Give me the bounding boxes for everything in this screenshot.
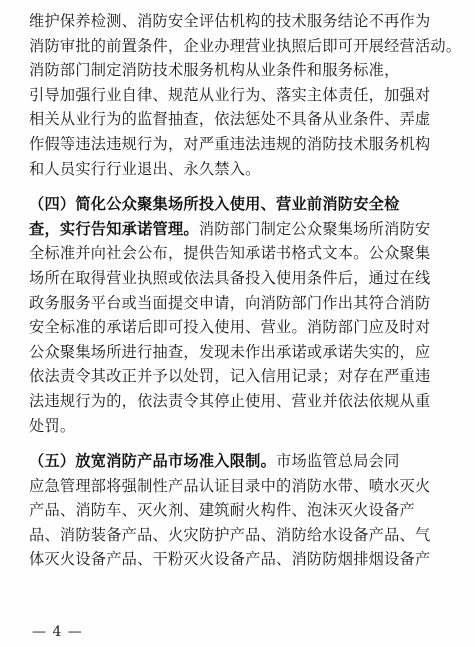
body-line: 处罚。 bbox=[29, 416, 76, 435]
body-line: 产品、消防车、灭火剂、建筑耐火构件、泡沫灭火设备产 bbox=[29, 501, 415, 520]
body-line: 消防部门制定消防技术服务机构从业条件和服务标准， bbox=[29, 61, 400, 80]
body-line: 政务服务平台或当面提交申请，向消防部门作出其符合消防 bbox=[29, 293, 431, 312]
section-heading: 查，实行告知承诺管理。 bbox=[29, 219, 199, 238]
body-line bbox=[29, 449, 449, 474]
body-line: 体灭火设备产品、干粉灭火设备产品、消防防烟排烟设备产 bbox=[29, 550, 431, 569]
body-line bbox=[29, 192, 449, 217]
body-line: 维护保养检测、消防安全评估机构的技术服务结论不再作为 bbox=[29, 12, 431, 30]
body-line: 引导加强行业自律、规范从业行为、落实主体责任，加强对 bbox=[29, 85, 431, 104]
section-heading: （四）简化公众聚集场所投入使用、营业前消防安全检 bbox=[29, 195, 400, 214]
paragraph-gap bbox=[29, 438, 449, 449]
document-body bbox=[29, 9, 462, 572]
body-line: 相关从业行为的监督抽查，依法惩处不具备从业条件、弄虚 bbox=[29, 110, 431, 129]
body-line: 品、消防装备产品、火灾防护产品、消防给水设备产品、气 bbox=[29, 525, 431, 544]
paragraph-gap bbox=[29, 181, 449, 192]
body-line: 场所在取得营业执照或依法具备投入使用条件后，通过在线 bbox=[29, 268, 431, 287]
body-line: 法违规行为的，依法责令其停止使用、营业并依法依规从重 bbox=[29, 391, 431, 410]
body-line: 消防审批的前置条件，企业办理营业执照后即可开展经营活动。 bbox=[29, 36, 462, 55]
page-number: — 4 — bbox=[32, 624, 83, 640]
body-text: 消防部门制定公众聚集场所消防安 bbox=[198, 219, 431, 238]
body-line: 全标准并向社会公布，提供告知承诺书格式文本。公众聚集 bbox=[29, 244, 431, 263]
body-line: 安全标准的承诺后即可投入使用、营业。消防部门应及时对 bbox=[29, 318, 431, 337]
body-line: 依法责令其改正并予以处罚，记入信用记录；对存在严重违 bbox=[29, 367, 431, 386]
body-line: 应急管理部将强制性产品认证目录中的消防水带、喷水灭火 bbox=[29, 476, 431, 495]
body-text: 市场监管总局会同 bbox=[276, 452, 400, 471]
body-line bbox=[29, 217, 449, 242]
section-heading: （五）放宽消防产品市场准入限制。 bbox=[29, 452, 276, 471]
body-line: 作假等违法违规行为，对严重违法违规的消防技术服务机构 bbox=[29, 134, 431, 153]
body-line: 公众聚集场所进行抽查，发现未作出承诺或承诺失实的，应 bbox=[29, 342, 431, 361]
body-line: 和人员实行行业退出、永久禁入。 bbox=[29, 159, 261, 178]
